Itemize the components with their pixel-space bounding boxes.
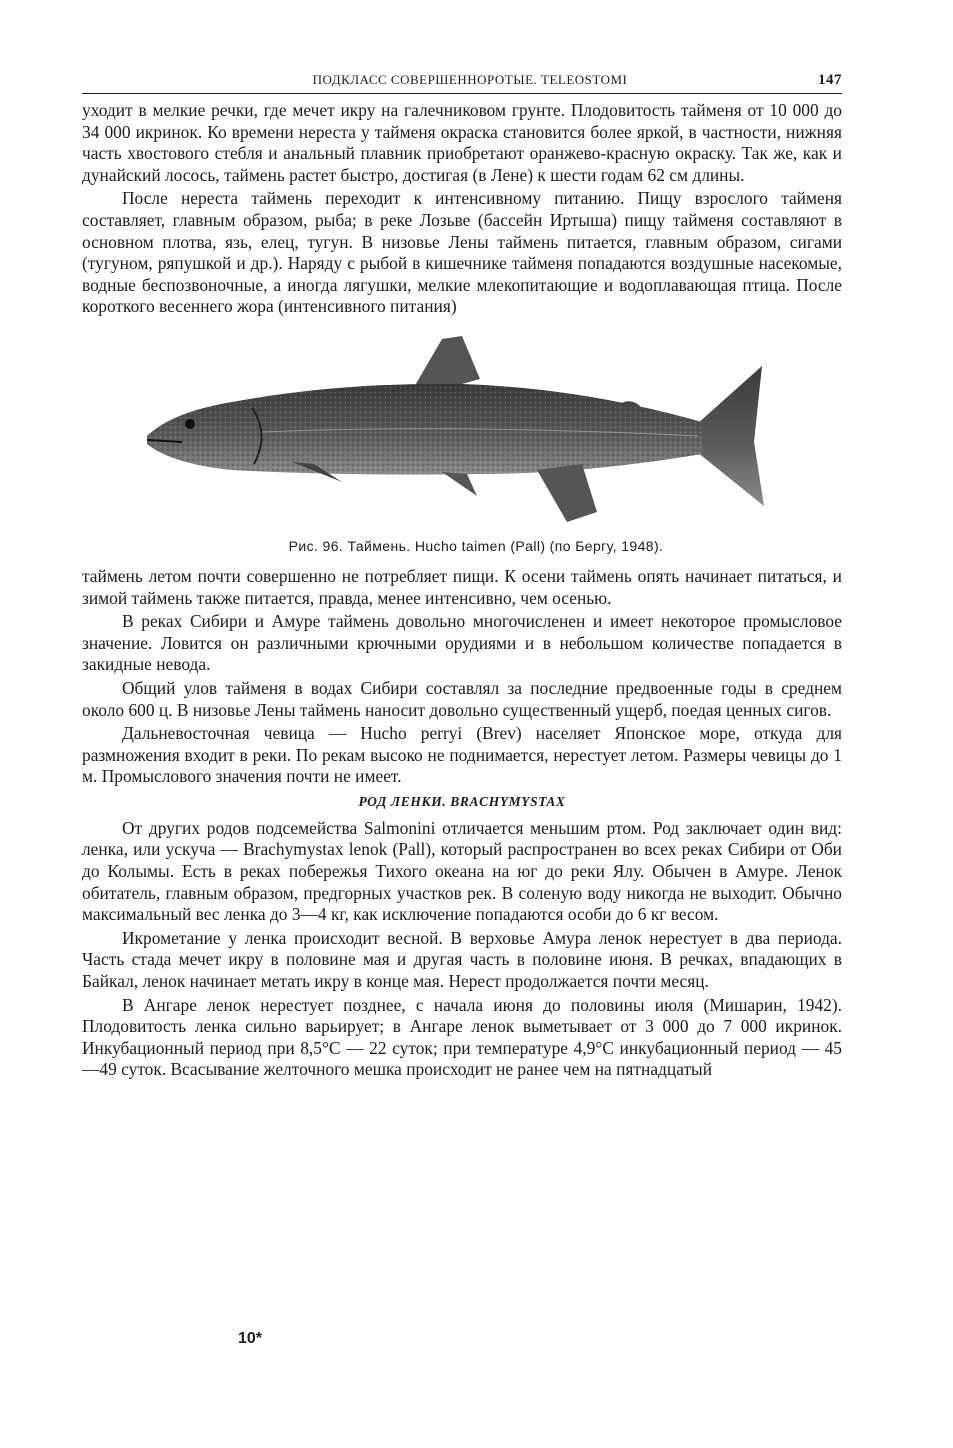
figure — [82, 324, 842, 534]
section-heading: РОД ЛЕНКИ. BRACHYMYSTAX — [358, 793, 566, 809]
taimen-fish-illustration — [142, 324, 782, 534]
paragraph: От других родов подсемейства Salmonini отличается меньшим ртом. Род заключает один вид: ленка, или ускуча — Brachymystax lenok (Pall), который распространен во всех реках Сибири от Оби до Колымы. Есть в реках побережья Тихого океана на юг до реки Ялу. Обычен в Амуре. Ленок обитатель, главным образом, предгорных участков рек. В соленую воду никогда не выходит. Обычно максимальный вес ленка до 3—4 кг, как исключение попадаются особи до 6 кг весом. — [82, 817, 842, 925]
paragraph: Общий улов тайменя в водах Сибири составлял за последние предвоенные годы в среднем около 600 ц. В низовье Лены таймень наносит довольно существенный ущерб, поедая ценных сигов. — [82, 677, 842, 720]
text-block-middle — [82, 566, 842, 788]
paragraph: В реках Сибири и Амуре таймень довольно многочисленен и имеет некоторое промысловое значение. Ловится он различными крючными орудиями и в небольшом количестве попадается в закидные невода. — [82, 611, 842, 675]
running-title: ПОДКЛАСС СОВЕРШЕННОРОТЫЕ. TELEOSTOMI — [312, 72, 628, 87]
fish-eye — [185, 419, 195, 429]
paragraph: уходит в мелкие речки, где мечет икру на галечниковом грунте. Плодовитость тайменя от 10 000 до 34 000 икринок. Ко времени нереста у тайменя окраска становится более яркой, в частности, нижняя часть хвостового стебля и анальный плавник приобретают оранжево-красную окраску. Так же, как и дунайский лосось, таймень растет быстро, достигая (в Лене) к шести годам 62 см длины. — [82, 100, 842, 185]
anal-fin — [537, 464, 597, 522]
figure-caption: Рис. 96. Таймень. Hucho taimen (Pall) (по Бергу, 1948). — [288, 537, 664, 554]
paragraph: В Ангаре ленок нерестует позднее, с начала июня до половины июля (Мишарин, 1942). Плодовитость ленка сильно варьирует; в Ангаре ленок выметывает от 3 000 до 7 000 икринок. Инкубационный период при 8,5°С — 22 суток; при температуре 4,9°С инкубационный период — 45—49 суток. Всасывание желточного мешка происходит не ранее чем на пятнадцатый — [82, 994, 842, 1080]
running-header — [82, 72, 842, 94]
paragraph: Икрометание у ленка происходит весной. В верховье Амура ленок нерестует в два периода. Часть стада мечет икру в половине мая и другая часть в половине июня. В речках, впадающих в Байкал, ленок начинает метать икру в конце мая. Нерест продолжается почти месяц. — [82, 927, 842, 992]
tail-fin — [697, 366, 764, 506]
paragraph: таймень летом почти совершенно не потребляет пищи. К осени таймень опять начинает питаться, и зимой таймень также питается, правда, менее интенсивно, чем осенью. — [82, 565, 842, 608]
text-block-top — [82, 100, 842, 318]
paragraph: Дальневосточная чевица — Hucho perryi (Brev) населяет Японское море, откуда для размножения входит в реки. По рекам высоко не поднимается, нерестует летом. Размеры чевицы до 1 м. Промыслового значения почти не имеет. — [82, 723, 842, 787]
paragraph: После нереста таймень переходит к интенсивному питанию. Пищу взрослого тайменя составляет, главным образом, рыба; в реке Лозьве (бассейн Иртыша) пищу тайменя составляют в основном плотва, язь, елец, тугун. В низовье Лены таймень питается, главным образом, сигами (тугуном, ряпушкой и др.). Наряду с рыбой в кишечнике тайменя попадаются воздушные насекомые, водные беспозвоночные, а иногда лягушки, мелкие млекопитающие и водоплавающая птица. После короткого весеннего жора (интенсивного питания) — [82, 188, 842, 317]
signature-mark: 10* — [238, 1330, 263, 1347]
pelvic-fin — [442, 472, 477, 496]
book-page — [82, 72, 842, 1081]
page-number: 147 — [818, 72, 842, 88]
text-block-genus — [82, 818, 842, 1081]
